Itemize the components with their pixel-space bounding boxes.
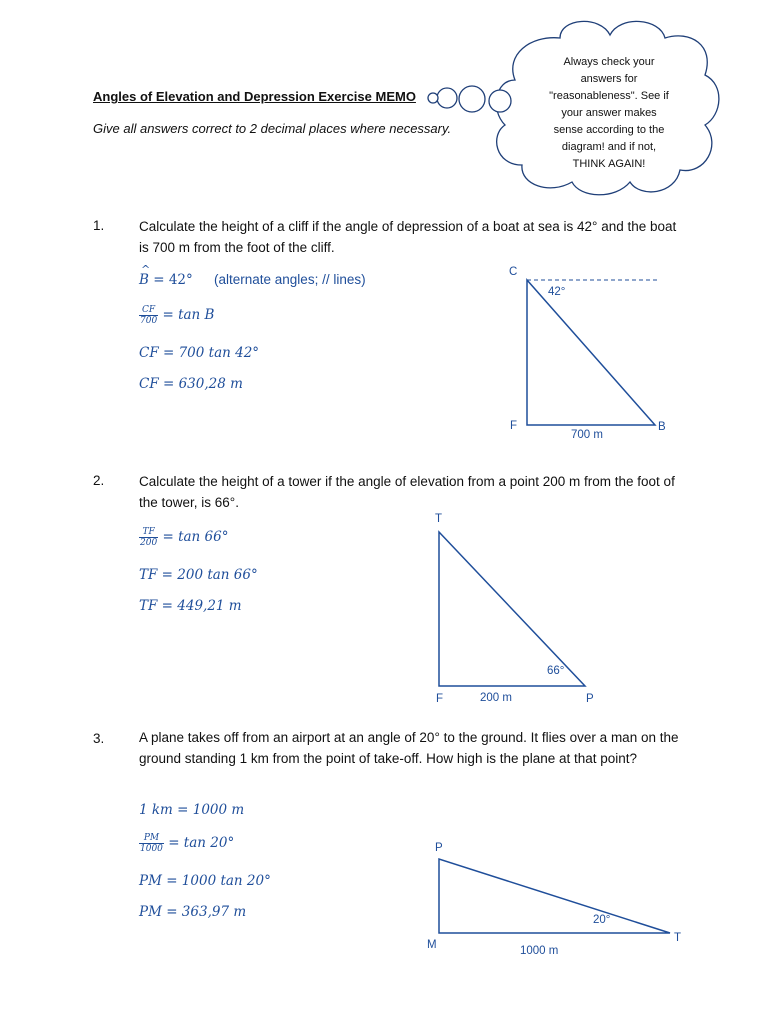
cloud-line: answers for (580, 73, 638, 85)
vertex-label: P (586, 693, 594, 705)
cloud-line: sense according to the (553, 124, 665, 136)
solution-answer: CF = 630,28 m (139, 376, 243, 392)
cloud-line: "reasonableness". See if (549, 90, 669, 102)
cloud-line: THINK AGAIN! (572, 158, 646, 170)
vertex-label: P (435, 842, 443, 854)
solution-line: $\frac{CF}{700}$ = tan B (140, 305, 215, 326)
solution-line: PM = 1000 tan 20° (139, 873, 271, 889)
side-label: 700 m (571, 429, 603, 441)
side-label: 1000 m (520, 945, 559, 957)
reason-note: (alternate angles; // lines) (214, 272, 366, 287)
solution-answer: TF = 449,21 m (139, 598, 242, 614)
cloud-line: Always check your (563, 56, 655, 68)
question-number: 1. (93, 218, 105, 233)
question-number: 2. (93, 473, 105, 488)
cloud-line: diagram! and if not, (561, 141, 657, 153)
solution-line: CF = 700 tan 42° (139, 345, 260, 361)
instruction-text: Give all answers correct to 2 decimal places where necessary. (93, 121, 452, 136)
angle-symbol: ^ B (139, 272, 149, 288)
solution-line: ^ B = 42° (139, 272, 193, 288)
angle-label: 42° (548, 286, 566, 298)
vertex-label: C (509, 266, 518, 278)
page-title: Angles of Elevation and Depression Exercise MEMO (93, 89, 416, 104)
angle-label: 66° (547, 665, 565, 677)
vertex-label: T (674, 932, 682, 944)
solution-line: 1 km = 1000 m (139, 802, 245, 818)
question-number: 3. (93, 731, 105, 746)
vertex-label: F (510, 420, 518, 432)
solution-line: $\frac{TF}{200}$ = tan 66° (140, 527, 229, 548)
angle-label: 20° (593, 914, 611, 926)
vertex-label: M (427, 939, 437, 951)
side-label: 200 m (480, 692, 512, 704)
solution-line: TF = 200 tan 66° (139, 567, 258, 583)
solution-answer: PM = 363,97 m (139, 904, 247, 920)
vertex-label: T (435, 513, 443, 525)
vertex-label: B (658, 421, 666, 433)
cloud-line: your answer makes (561, 107, 657, 119)
question-text: Calculate the height of a cliff if the angle of depression of a boat at sea is 42° and the boat is 700 m from the foot of the cliff. (139, 219, 677, 255)
question-text: A plane takes off from an airport at an angle of 20° to the ground. It flies over a man on the ground standing 1 km from the point of take-off. How high is the plane at that point? (139, 730, 679, 766)
question-text: Calculate the height of a tower if the angle of elevation from a point 200 m from the foot of the tower, is 66°. (139, 474, 675, 510)
solution-line: $\frac{PM}{1000}$ = tan 20° (140, 833, 235, 854)
vertex-label: F (436, 693, 444, 705)
